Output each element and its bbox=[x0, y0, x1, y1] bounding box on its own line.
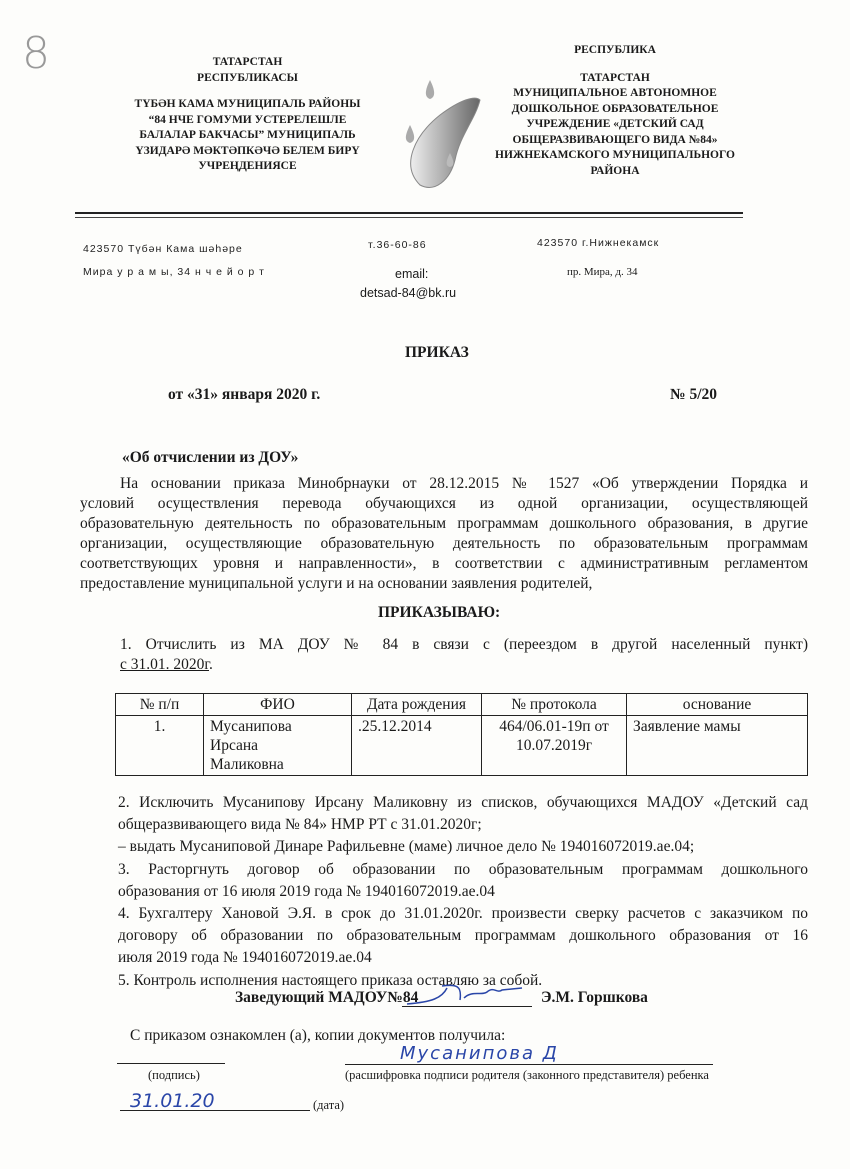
address-tatar-line1: 423570 Түбән Кама шәһәре bbox=[83, 243, 243, 255]
preamble-line: предоставление муниципальной услуги и на основании заявления родителей, bbox=[80, 575, 593, 592]
order-item-line: 3. Расторгнуть договор об образовании по образовательным программам дошкольного bbox=[118, 860, 808, 878]
date-caption: (дата) bbox=[313, 1098, 345, 1112]
parent-signature-line bbox=[117, 1063, 225, 1064]
protocol-line: 464/06.01-19п от bbox=[499, 718, 609, 735]
acknowledgement: С приказом ознакомлен (а), копии документов получила: bbox=[130, 1027, 506, 1044]
header-right-line: ДОШКОЛЬНОЕ ОБРАЗОВАТЕЛЬНОЕ bbox=[511, 102, 719, 115]
header-right-line: МУНИЦИПАЛЬНОЕ АВТОНОМНОЕ bbox=[513, 87, 717, 99]
item-1-end: . bbox=[209, 656, 213, 673]
items-2-5 bbox=[118, 792, 808, 992]
cell-number: 1. bbox=[116, 716, 204, 776]
cell-dob: .25.12.2014 bbox=[352, 716, 482, 776]
item-1-text: 1. Отчислить из МА ДОУ № 84 в связи с (переездом в другой населенный пункт) bbox=[120, 636, 808, 653]
preamble-line: соответствующих уровня и направленности», в соответствии с административным регламентом bbox=[80, 555, 808, 572]
header-left bbox=[130, 55, 365, 175]
col-fio: ФИО bbox=[204, 694, 352, 716]
header-right-line: РЕСПУБЛИКА bbox=[574, 44, 656, 56]
handwritten-parent-name: Мусанипова Д bbox=[400, 1043, 559, 1064]
decode-caption: (расшифровка подписи родителя (законного представителя) ребенка bbox=[345, 1068, 709, 1082]
order-item-line: – выдать Мусаниповой Динаре Рафильевне (маме) личное дело № 194016072019.ае.04; bbox=[118, 838, 695, 856]
preamble-line: организации, осуществляющие образовательную деятельность по образовательным программам bbox=[80, 535, 808, 552]
header-right-line: ТАТАРСТАН bbox=[580, 71, 650, 84]
preamble-line: условий осуществления перевода обучающихся из одной организации, осуществляющей bbox=[80, 495, 808, 512]
preamble bbox=[80, 474, 808, 594]
document-subject: «Об отчислении из ДОУ» bbox=[122, 449, 299, 466]
signer-name: Э.М. Горшкова bbox=[541, 989, 648, 1006]
email-label: email: bbox=[395, 267, 429, 281]
order-item-line: июля 2019 года № 194016072019.ае.04 bbox=[118, 949, 372, 967]
logo-icon bbox=[380, 75, 490, 195]
address-tatar-line2: Мира у р а м ы, 34 н ч е й о р т bbox=[83, 266, 265, 278]
col-protocol: № протокола bbox=[482, 694, 627, 716]
header-right bbox=[495, 43, 735, 179]
cell-protocol bbox=[482, 716, 627, 776]
header-left-line bbox=[130, 86, 365, 97]
document-date: от «31» января 2020 г. bbox=[168, 386, 321, 403]
header-left-line: РЕСПУБЛИКАСЫ bbox=[197, 71, 298, 84]
header-divider bbox=[75, 217, 743, 218]
header-right-line: ОБЩЕРАЗВИВАЮЩЕГО ВИДА №84» bbox=[512, 133, 718, 146]
students-table bbox=[115, 693, 808, 776]
decode-line bbox=[345, 1064, 713, 1065]
fio-line: Мусанипова bbox=[210, 718, 292, 735]
preamble-line: На основании приказа Минобрнауки от 28.12.2015 № 1527 «Об утверждении Порядка и bbox=[120, 475, 808, 492]
order-item-line: 4. Бухгалтеру Хановой Э.Я. в срок до 31.01.2020г. произвести сверку расчетов с заказчиком по bbox=[118, 905, 808, 923]
table-row bbox=[116, 716, 808, 776]
col-dob: Дата рождения bbox=[352, 694, 482, 716]
header-left-line: “84 НЧЕ ГОМУМИ УСТЕРЕЛЕШЛЕ bbox=[148, 113, 347, 126]
table-header-row bbox=[116, 694, 808, 716]
protocol-line: 10.07.2019г bbox=[515, 737, 593, 754]
phone: т.36-60-86 bbox=[368, 239, 427, 251]
sign-caption: (подпись) bbox=[148, 1068, 200, 1082]
cell-basis: Заявление мамы bbox=[627, 716, 808, 776]
email: detsad-84@bk.ru bbox=[360, 286, 457, 300]
col-basis: основание bbox=[627, 694, 808, 716]
handwritten-date: 31.01.20 bbox=[130, 1090, 215, 1112]
header-left-line: ҮЗИДАРӘ МӘКТӘПКӘЧӘ БЕЛЕМ БИРҮ bbox=[135, 144, 360, 157]
header-right-line: РАЙОНА bbox=[590, 164, 640, 177]
header-right-line bbox=[495, 59, 735, 71]
order-heading: ПРИКАЗЫВАЮ: bbox=[378, 604, 501, 621]
order-item-line: образования от 16 июля 2019 года № 194016072019.ае.04 bbox=[118, 882, 495, 900]
document-number: № 5/20 bbox=[670, 386, 718, 403]
document-title: ПРИКАЗ bbox=[405, 344, 469, 361]
order-item-line: договору об образовании по образовательным программам дошкольного образования от 16 bbox=[118, 927, 808, 945]
header-left-line: УЧРЕҢДЕНИЯСЕ bbox=[198, 160, 297, 172]
header-right-line: НИЖНЕКАМСКОГО МУНИЦИПАЛЬНОГО bbox=[495, 149, 735, 161]
item-1-date: с 31.01. 2020г bbox=[120, 656, 209, 673]
address-ru-line1: 423570 г.Нижнекамск bbox=[537, 237, 660, 249]
address-ru-line2: пр. Мира, д. 34 bbox=[567, 266, 638, 278]
margin-note: 8 bbox=[22, 28, 50, 79]
item-1 bbox=[120, 635, 808, 675]
col-number: № п/п bbox=[116, 694, 204, 716]
cell-fio bbox=[204, 716, 352, 776]
order-item-line: 2. Исключить Мусанипову Ирсану Маликовну из списков, обучающихся МАДОУ «Детский сад bbox=[118, 794, 808, 811]
fio-line: Ирсана bbox=[210, 737, 259, 754]
order-item-line: 5. Контроль исполнения настоящего приказа оставляю за собой. bbox=[118, 971, 543, 989]
header-left-line: ТҮБӘН КАМА МУНИЦИПАЛЬ РАЙОНЫ bbox=[134, 98, 361, 110]
director-signature bbox=[402, 980, 532, 1010]
fio-line: Маликовна bbox=[210, 756, 284, 773]
order-item-line: общеразвивающего вида № 84» НМР РТ с 31.01.2020г; bbox=[118, 816, 482, 834]
header-left-line: ТАТАРСТАН bbox=[212, 56, 283, 68]
header-divider bbox=[75, 212, 743, 214]
header-right-line: УЧРЕЖДЕНИЕ «ДЕТСКИЙ САД bbox=[526, 118, 704, 130]
signer-title: Заведующий МАДОУ№84 bbox=[235, 989, 419, 1006]
preamble-line: образовательную деятельность по образовательным программам дошкольного образования, в другие bbox=[80, 515, 808, 532]
header-left-line: БАЛАЛАР БАКЧАСЫ” МУНИЦИПАЛЬ bbox=[139, 129, 356, 141]
